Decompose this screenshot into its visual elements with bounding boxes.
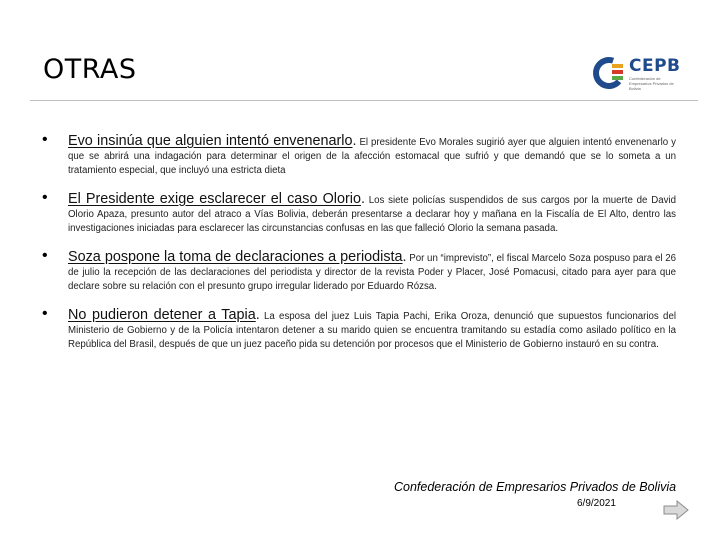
news-headline[interactable]: El Presidente exige esclarecer el caso Olorio [68,191,361,207]
cepb-logo [592,55,684,91]
cepb-logo-icon [592,56,626,90]
news-item: • Evo insinúa que alguien intentó envenenarlo. El presidente Evo Morales sugirió ayer que alguien intentó envenenarlo y que se abrirá una indagación para determinar el origen de la afección estomacal que sufrió y que demandó que se lo someta a un tratamiento especial, que incluyó una estricta dieta [44,134,676,178]
news-item: • Soza pospone la toma de declaraciones a periodista. Por un “imprevisto”, el fiscal Marcelo Soza pospuso para el 26 de julio la recepción de las declaraciones del periodista y director de la revista Poder y Placer, José Pomacusi, citado para ayer para que declare sobre su relación con el presunto grupo irregular liderado por Eduardo Rózsa. [44,250,676,294]
logo-subtitle: Confederación de Empresarios Privados de Bolivia [629,76,674,91]
news-item: • No pudieron detener a Tapia. La esposa del juez Luis Tapia Pachi, Erika Oroza, denunció que supuestos funcionarios del Ministerio de Gobierno y de la Policía intentaron detener a su marido quien se encuentra tramitando su estadía como asilado político en la República del Brasil, después de que un juez paceño pida su detención por procesos que el Ministerio de Gobierno instauró en su contra. [44,308,676,352]
news-list [44,134,676,366]
news-headline[interactable]: No pudieron detener a Tapia [68,307,256,323]
slide-title: OTRAS [43,54,137,85]
footer-date: 6/9/2021 [577,498,616,509]
news-item: • El Presidente exige esclarecer el caso Olorio. Los siete policías suspendidos de sus cargos por la muerte de David Olorio Apaza, presunto autor del atraco a Vías Bolivia, deberán presentarse a declarar hoy y mañana en la Fiscalía de El Alto, dentro las investigaciones iniciadas para esclarecer las circunstancias confusas en las que falleció Olorio la semana pasada. [44,192,676,236]
news-body: El presidente Evo Morales sugirió ayer que alguien intentó envenenarlo y que se abrirá una indagación para determinar el origen de la afección estomacal que sufrió y que demandó que se lo someta a un tratamiento especial, que incluyó una estricta dieta [68,137,676,176]
footer-organization: Confederación de Empresarios Privados de Bolivia [394,480,677,494]
news-body: La esposa del juez Luis Tapia Pachi, Erika Oroza, denunció que supuestos funcionarios del Ministerio de Gobierno y de la Policía intentaron detener a su marido quien se encuentra tramitando su estadía como asilado político en la República del Brasil, después de que un juez paceño pida su detención por procesos que el Ministerio de Gobierno instauró en su contra. [68,311,676,350]
logo-wordmark: CEPB [629,56,681,76]
news-headline[interactable]: Evo insinúa que alguien intentó envenenarlo [68,133,353,149]
next-slide-button[interactable] [662,500,690,520]
title-divider [30,100,698,101]
news-body: Por un “imprevisto”, el fiscal Marcelo Soza pospuso para el 26 de julio la recepción de las declaraciones del periodista y director de la revista Poder y Placer, José Pomacusi, citado para ayer para que declare sobre su relación con el presunto grupo irregular liderado por Eduardo Rózsa. [68,253,676,292]
news-body: Los siete policías suspendidos de sus cargos por la muerte de David Olorio Apaza, presunto autor del atraco a Vías Bolivia, deberán presentarse a declarar hoy y mañana en la Fiscalía de El Alto, dentro las investigaciones iniciadas para esclarecer las circunstancias confusas en las que falleció Olorio la semana pasada. [68,195,676,234]
arrow-right-icon [662,500,690,520]
news-headline[interactable]: Soza pospone la toma de declaraciones a periodista [68,249,403,265]
